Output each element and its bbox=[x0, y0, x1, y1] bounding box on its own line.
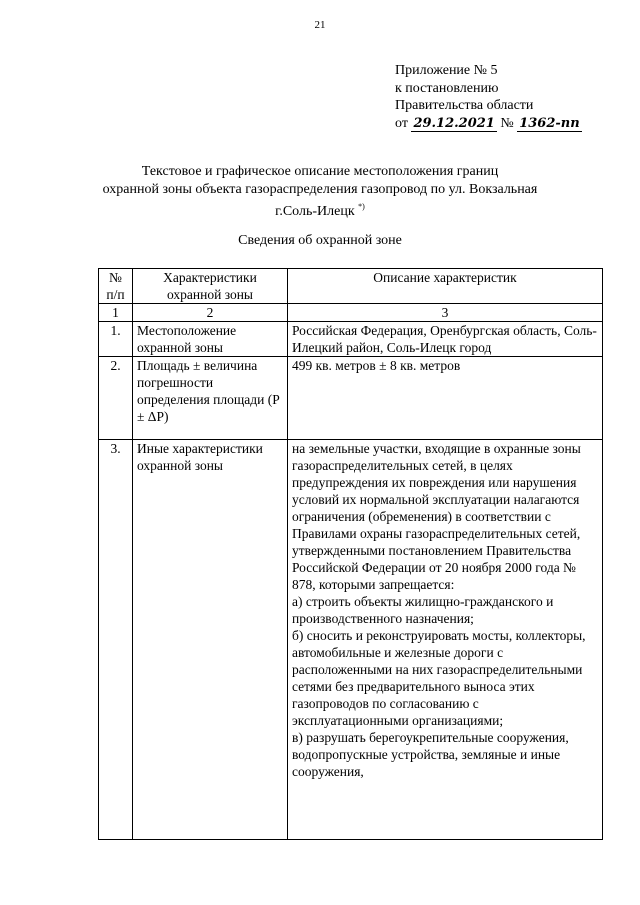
appendix-line-3: Правительства области bbox=[395, 98, 534, 113]
zone-info-table bbox=[98, 268, 603, 840]
row-number: 2. bbox=[99, 357, 133, 440]
restriction-item-a: а) строить объекты жилищно-гражданского и производственного назначения; bbox=[292, 594, 554, 626]
table-row bbox=[99, 357, 603, 440]
col-number-3: 3 bbox=[288, 304, 603, 322]
section-subtitle: Сведения об охранной зоне bbox=[238, 233, 402, 248]
row-characteristic: Площадь ± величина погрешности определения площади (Р ± ΔР) bbox=[133, 357, 288, 440]
table-row bbox=[99, 440, 603, 840]
title-line-1: Текстовое и графическое описание местоположения границ bbox=[141, 164, 499, 179]
row-description: Российская Федерация, Оренбургская область, Соль-Илецкий район, Соль-Илецк город bbox=[288, 322, 603, 357]
row-characteristic: Иные характеристики охранной зоны bbox=[133, 440, 288, 840]
column-number-row bbox=[99, 304, 603, 322]
title-city: г.Соль-Илецк bbox=[275, 204, 355, 219]
appendix-block bbox=[395, 62, 582, 132]
row-number: 3. bbox=[99, 440, 133, 840]
appendix-line-2: к постановлению bbox=[395, 80, 499, 96]
col-number-2: 2 bbox=[133, 304, 288, 322]
from-word: от bbox=[395, 115, 408, 131]
restrictions-intro: на земельные участки, входящие в охранные зоны газораспределительных сетей, в целях предупреждения их повреждения или нарушения условий их нормальной эксплуатации налагаются ограничения (обременения) в соответствии с Правилами охраны газораспределительных сетей, утвержденными постановлением Правительства Российской Федерации от 20 ноября 2000 года № 878, которыми запрещается: bbox=[292, 441, 581, 592]
row-description-cell bbox=[288, 440, 603, 840]
appendix-line-1: Приложение № 5 bbox=[395, 63, 498, 78]
title-line-2: охранной зоны объекта газораспределения газопровод по ул. Вокзальная bbox=[102, 181, 538, 197]
appendix-date-line bbox=[395, 115, 582, 133]
footnote-mark: *) bbox=[358, 202, 365, 211]
title-line-3 bbox=[0, 198, 640, 221]
col-number-1: 1 bbox=[99, 304, 133, 322]
row-characteristic: Местоположение охранной зоны bbox=[133, 322, 288, 357]
table-header-row bbox=[99, 269, 603, 304]
page-number: 21 bbox=[314, 19, 326, 31]
handwritten-date: 29.12.2021 bbox=[413, 115, 495, 131]
header-number: № п/п bbox=[99, 269, 133, 304]
header-description: Описание характеристик bbox=[288, 269, 603, 304]
row-number: 1. bbox=[99, 322, 133, 357]
handwritten-number: 1362-пп bbox=[519, 115, 580, 131]
document-title bbox=[0, 163, 640, 221]
table-row bbox=[99, 322, 603, 357]
restriction-item-b: б) сносить и реконструировать мосты, коллекторы, автомобильные и железные дороги с расположенными на них газораспределительными сетями без предварительного выноса этих газопроводов по согласованию с эксплуатационными организациями; bbox=[292, 628, 586, 728]
row-description: 499 кв. метров ± 8 кв. метров bbox=[288, 357, 603, 440]
header-characteristic: Характеристики охранной зоны bbox=[133, 269, 288, 304]
number-sign: № bbox=[500, 115, 514, 131]
restriction-item-c: в) разрушать берегоукрепительные сооружения, водопропускные устройства, земляные и иные сооружения, bbox=[292, 730, 569, 779]
